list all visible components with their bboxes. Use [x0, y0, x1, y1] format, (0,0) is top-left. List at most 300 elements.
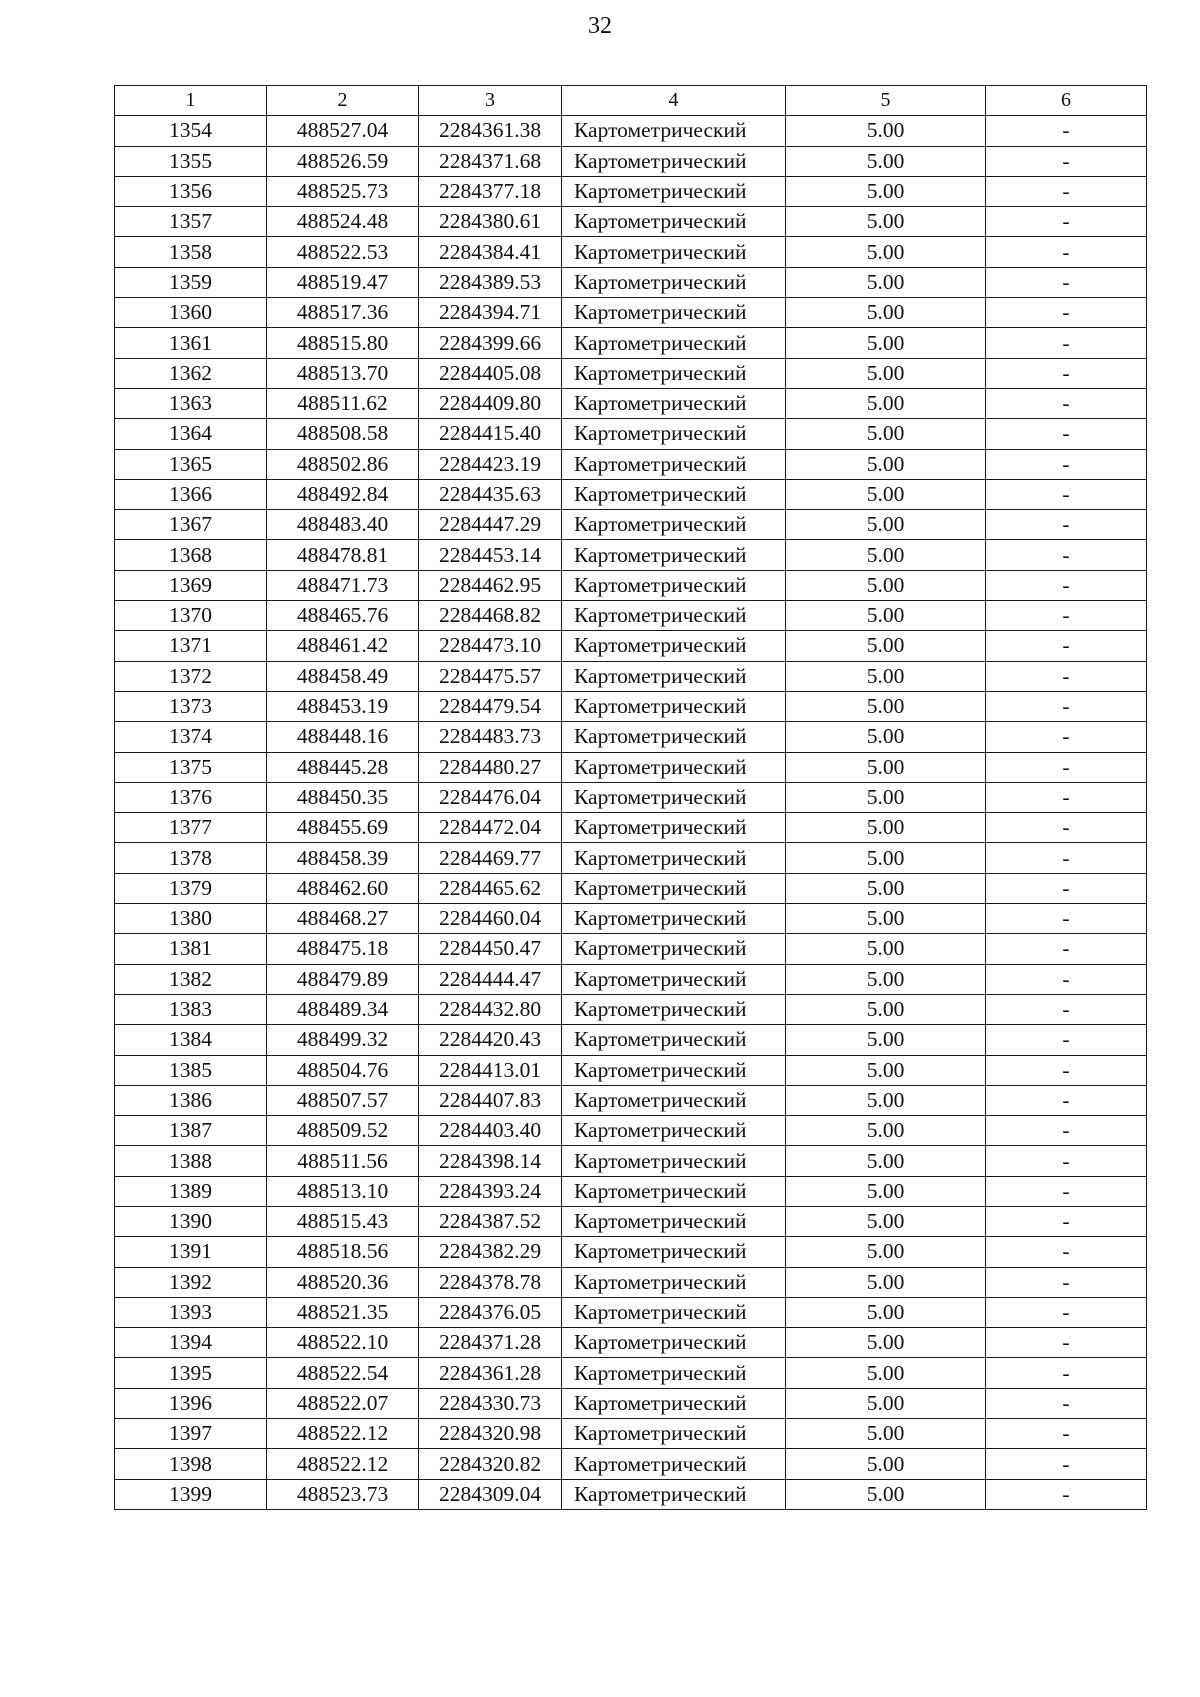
note-cell: - — [986, 722, 1147, 752]
method-cell: Картометрический — [562, 116, 786, 146]
accuracy-cell: 5.00 — [786, 267, 986, 297]
note-cell: - — [986, 237, 1147, 267]
note-cell: - — [986, 873, 1147, 903]
method-cell: Картометрический — [562, 722, 786, 752]
y-coordinate-cell: 2284394.71 — [419, 298, 562, 328]
x-coordinate-cell: 488511.62 — [267, 388, 419, 418]
column-header: 3 — [419, 86, 562, 116]
table-row — [115, 237, 1147, 267]
x-coordinate-cell: 488458.39 — [267, 843, 419, 873]
y-coordinate-cell: 2284382.29 — [419, 1237, 562, 1267]
y-coordinate-cell: 2284398.14 — [419, 1146, 562, 1176]
x-coordinate-cell: 488489.34 — [267, 994, 419, 1024]
point-number-cell: 1397 — [115, 1419, 267, 1449]
method-cell: Картометрический — [562, 1297, 786, 1327]
y-coordinate-cell: 2284447.29 — [419, 510, 562, 540]
x-coordinate-cell: 488522.53 — [267, 237, 419, 267]
table-row — [115, 207, 1147, 237]
method-cell: Картометрический — [562, 934, 786, 964]
note-cell: - — [986, 570, 1147, 600]
note-cell: - — [986, 1328, 1147, 1358]
method-cell: Картометрический — [562, 1479, 786, 1509]
accuracy-cell: 5.00 — [786, 570, 986, 600]
x-coordinate-cell: 488520.36 — [267, 1267, 419, 1297]
method-cell: Картометрический — [562, 540, 786, 570]
table-row — [115, 388, 1147, 418]
table-row — [115, 419, 1147, 449]
method-cell: Картометрический — [562, 510, 786, 540]
y-coordinate-cell: 2284371.68 — [419, 146, 562, 176]
table-row — [115, 752, 1147, 782]
note-cell: - — [986, 904, 1147, 934]
accuracy-cell: 5.00 — [786, 510, 986, 540]
note-cell: - — [986, 752, 1147, 782]
method-cell: Картометрический — [562, 782, 786, 812]
method-cell: Картометрический — [562, 176, 786, 206]
y-coordinate-cell: 2284393.24 — [419, 1176, 562, 1206]
accuracy-cell: 5.00 — [786, 994, 986, 1024]
y-coordinate-cell: 2284361.28 — [419, 1358, 562, 1388]
x-coordinate-cell: 488479.89 — [267, 964, 419, 994]
x-coordinate-cell: 488462.60 — [267, 873, 419, 903]
table-header-row — [115, 86, 1147, 116]
accuracy-cell: 5.00 — [786, 1025, 986, 1055]
table-row — [115, 722, 1147, 752]
x-coordinate-cell: 488515.43 — [267, 1206, 419, 1236]
method-cell: Картометрический — [562, 1449, 786, 1479]
table-row — [115, 631, 1147, 661]
table-row — [115, 1479, 1147, 1509]
table-row — [115, 1055, 1147, 1085]
x-coordinate-cell: 488508.58 — [267, 419, 419, 449]
note-cell: - — [986, 1055, 1147, 1085]
x-coordinate-cell: 488461.42 — [267, 631, 419, 661]
y-coordinate-cell: 2284444.47 — [419, 964, 562, 994]
method-cell: Картометрический — [562, 1116, 786, 1146]
page-number: 32 — [588, 13, 612, 39]
accuracy-cell: 5.00 — [786, 116, 986, 146]
table-row — [115, 994, 1147, 1024]
point-number-cell: 1370 — [115, 601, 267, 631]
table-row — [115, 358, 1147, 388]
method-cell: Картометрический — [562, 964, 786, 994]
x-coordinate-cell: 488453.19 — [267, 691, 419, 721]
note-cell: - — [986, 510, 1147, 540]
method-cell: Картометрический — [562, 1237, 786, 1267]
table-row — [115, 1297, 1147, 1327]
accuracy-cell: 5.00 — [786, 237, 986, 267]
table-row — [115, 601, 1147, 631]
point-number-cell: 1396 — [115, 1388, 267, 1418]
accuracy-cell: 5.00 — [786, 904, 986, 934]
y-coordinate-cell: 2284435.63 — [419, 479, 562, 509]
method-cell: Картометрический — [562, 1025, 786, 1055]
note-cell: - — [986, 267, 1147, 297]
note-cell: - — [986, 479, 1147, 509]
accuracy-cell: 5.00 — [786, 631, 986, 661]
x-coordinate-cell: 488513.10 — [267, 1176, 419, 1206]
accuracy-cell: 5.00 — [786, 449, 986, 479]
point-number-cell: 1359 — [115, 267, 267, 297]
accuracy-cell: 5.00 — [786, 358, 986, 388]
point-number-cell: 1356 — [115, 176, 267, 206]
accuracy-cell: 5.00 — [786, 1055, 986, 1085]
y-coordinate-cell: 2284460.04 — [419, 904, 562, 934]
point-number-cell: 1373 — [115, 691, 267, 721]
accuracy-cell: 5.00 — [786, 540, 986, 570]
point-number-cell: 1380 — [115, 904, 267, 934]
accuracy-cell: 5.00 — [786, 782, 986, 812]
point-number-cell: 1390 — [115, 1206, 267, 1236]
method-cell: Картометрический — [562, 1358, 786, 1388]
method-cell: Картометрический — [562, 1388, 786, 1418]
y-coordinate-cell: 2284462.95 — [419, 570, 562, 600]
x-coordinate-cell: 488492.84 — [267, 479, 419, 509]
accuracy-cell: 5.00 — [786, 752, 986, 782]
note-cell: - — [986, 298, 1147, 328]
point-number-cell: 1387 — [115, 1116, 267, 1146]
x-coordinate-cell: 488518.56 — [267, 1237, 419, 1267]
column-header: 5 — [786, 86, 986, 116]
y-coordinate-cell: 2284480.27 — [419, 752, 562, 782]
note-cell: - — [986, 661, 1147, 691]
note-cell: - — [986, 1025, 1147, 1055]
point-number-cell: 1386 — [115, 1085, 267, 1115]
y-coordinate-cell: 2284432.80 — [419, 994, 562, 1024]
accuracy-cell: 5.00 — [786, 1479, 986, 1509]
x-coordinate-cell: 488450.35 — [267, 782, 419, 812]
point-number-cell: 1354 — [115, 116, 267, 146]
table-row — [115, 176, 1147, 206]
y-coordinate-cell: 2284476.04 — [419, 782, 562, 812]
table-row — [115, 904, 1147, 934]
accuracy-cell: 5.00 — [786, 1267, 986, 1297]
point-number-cell: 1371 — [115, 631, 267, 661]
y-coordinate-cell: 2284415.40 — [419, 419, 562, 449]
method-cell: Картометрический — [562, 1146, 786, 1176]
table-row — [115, 934, 1147, 964]
note-cell: - — [986, 449, 1147, 479]
table-row — [115, 1388, 1147, 1418]
method-cell: Картометрический — [562, 601, 786, 631]
table-row — [115, 1237, 1147, 1267]
point-number-cell: 1375 — [115, 752, 267, 782]
note-cell: - — [986, 1237, 1147, 1267]
accuracy-cell: 5.00 — [786, 1176, 986, 1206]
note-cell: - — [986, 176, 1147, 206]
point-number-cell: 1395 — [115, 1358, 267, 1388]
note-cell: - — [986, 843, 1147, 873]
note-cell: - — [986, 691, 1147, 721]
point-number-cell: 1369 — [115, 570, 267, 600]
point-number-cell: 1360 — [115, 298, 267, 328]
method-cell: Картометрический — [562, 479, 786, 509]
method-cell: Картометрический — [562, 1085, 786, 1115]
x-coordinate-cell: 488515.80 — [267, 328, 419, 358]
accuracy-cell: 5.00 — [786, 298, 986, 328]
method-cell: Картометрический — [562, 1055, 786, 1085]
table-row — [115, 449, 1147, 479]
x-coordinate-cell: 488523.73 — [267, 1479, 419, 1509]
table-row — [115, 1449, 1147, 1479]
table-row — [115, 843, 1147, 873]
method-cell: Картометрический — [562, 570, 786, 600]
method-cell: Картометрический — [562, 1419, 786, 1449]
y-coordinate-cell: 2284371.28 — [419, 1328, 562, 1358]
point-number-cell: 1374 — [115, 722, 267, 752]
note-cell: - — [986, 146, 1147, 176]
x-coordinate-cell: 488478.81 — [267, 540, 419, 570]
table-row — [115, 782, 1147, 812]
method-cell: Картометрический — [562, 419, 786, 449]
column-header: 1 — [115, 86, 267, 116]
y-coordinate-cell: 2284361.38 — [419, 116, 562, 146]
y-coordinate-cell: 2284475.57 — [419, 661, 562, 691]
point-number-cell: 1357 — [115, 207, 267, 237]
table-row — [115, 570, 1147, 600]
table-row — [115, 1176, 1147, 1206]
method-cell: Картометрический — [562, 631, 786, 661]
y-coordinate-cell: 2284377.18 — [419, 176, 562, 206]
x-coordinate-cell: 488475.18 — [267, 934, 419, 964]
accuracy-cell: 5.00 — [786, 873, 986, 903]
x-coordinate-cell: 488511.56 — [267, 1146, 419, 1176]
accuracy-cell: 5.00 — [786, 661, 986, 691]
note-cell: - — [986, 813, 1147, 843]
y-coordinate-cell: 2284384.41 — [419, 237, 562, 267]
y-coordinate-cell: 2284405.08 — [419, 358, 562, 388]
x-coordinate-cell: 488448.16 — [267, 722, 419, 752]
point-number-cell: 1362 — [115, 358, 267, 388]
note-cell: - — [986, 1116, 1147, 1146]
y-coordinate-cell: 2284380.61 — [419, 207, 562, 237]
accuracy-cell: 5.00 — [786, 146, 986, 176]
accuracy-cell: 5.00 — [786, 1328, 986, 1358]
method-cell: Картометрический — [562, 1206, 786, 1236]
note-cell: - — [986, 328, 1147, 358]
x-coordinate-cell: 488522.54 — [267, 1358, 419, 1388]
accuracy-cell: 5.00 — [786, 1358, 986, 1388]
y-coordinate-cell: 2284469.77 — [419, 843, 562, 873]
note-cell: - — [986, 601, 1147, 631]
y-coordinate-cell: 2284479.54 — [419, 691, 562, 721]
point-number-cell: 1398 — [115, 1449, 267, 1479]
method-cell: Картометрический — [562, 358, 786, 388]
note-cell: - — [986, 388, 1147, 418]
accuracy-cell: 5.00 — [786, 1419, 986, 1449]
point-number-cell: 1363 — [115, 388, 267, 418]
x-coordinate-cell: 488524.48 — [267, 207, 419, 237]
point-number-cell: 1379 — [115, 873, 267, 903]
point-number-cell: 1377 — [115, 813, 267, 843]
method-cell: Картометрический — [562, 146, 786, 176]
note-cell: - — [986, 1206, 1147, 1236]
note-cell: - — [986, 358, 1147, 388]
note-cell: - — [986, 1358, 1147, 1388]
accuracy-cell: 5.00 — [786, 328, 986, 358]
accuracy-cell: 5.00 — [786, 207, 986, 237]
point-number-cell: 1376 — [115, 782, 267, 812]
table-row — [115, 298, 1147, 328]
note-cell: - — [986, 1388, 1147, 1418]
table-row — [115, 1267, 1147, 1297]
point-number-cell: 1372 — [115, 661, 267, 691]
point-number-cell: 1365 — [115, 449, 267, 479]
point-number-cell: 1385 — [115, 1055, 267, 1085]
note-cell: - — [986, 1085, 1147, 1115]
y-coordinate-cell: 2284403.40 — [419, 1116, 562, 1146]
accuracy-cell: 5.00 — [786, 964, 986, 994]
note-cell: - — [986, 419, 1147, 449]
method-cell: Картометрический — [562, 813, 786, 843]
accuracy-cell: 5.00 — [786, 1116, 986, 1146]
y-coordinate-cell: 2284399.66 — [419, 328, 562, 358]
coordinates-table — [114, 85, 1147, 1510]
point-number-cell: 1384 — [115, 1025, 267, 1055]
note-cell: - — [986, 207, 1147, 237]
y-coordinate-cell: 2284409.80 — [419, 388, 562, 418]
method-cell: Картометрический — [562, 267, 786, 297]
accuracy-cell: 5.00 — [786, 1449, 986, 1479]
y-coordinate-cell: 2284465.62 — [419, 873, 562, 903]
point-number-cell: 1355 — [115, 146, 267, 176]
method-cell: Картометрический — [562, 237, 786, 267]
x-coordinate-cell: 488483.40 — [267, 510, 419, 540]
point-number-cell: 1368 — [115, 540, 267, 570]
accuracy-cell: 5.00 — [786, 1146, 986, 1176]
x-coordinate-cell: 488521.35 — [267, 1297, 419, 1327]
note-cell: - — [986, 964, 1147, 994]
method-cell: Картометрический — [562, 298, 786, 328]
note-cell: - — [986, 1419, 1147, 1449]
table-row — [115, 1025, 1147, 1055]
y-coordinate-cell: 2284468.82 — [419, 601, 562, 631]
y-coordinate-cell: 2284330.73 — [419, 1388, 562, 1418]
table-row — [115, 1328, 1147, 1358]
method-cell: Картометрический — [562, 1328, 786, 1358]
point-number-cell: 1392 — [115, 1267, 267, 1297]
accuracy-cell: 5.00 — [786, 843, 986, 873]
method-cell: Картометрический — [562, 661, 786, 691]
note-cell: - — [986, 116, 1147, 146]
accuracy-cell: 5.00 — [786, 479, 986, 509]
method-cell: Картометрический — [562, 449, 786, 479]
y-coordinate-cell: 2284423.19 — [419, 449, 562, 479]
x-coordinate-cell: 488502.86 — [267, 449, 419, 479]
method-cell: Картометрический — [562, 1176, 786, 1206]
point-number-cell: 1393 — [115, 1297, 267, 1327]
table-row — [115, 1116, 1147, 1146]
note-cell: - — [986, 1176, 1147, 1206]
x-coordinate-cell: 488522.12 — [267, 1449, 419, 1479]
point-number-cell: 1399 — [115, 1479, 267, 1509]
y-coordinate-cell: 2284453.14 — [419, 540, 562, 570]
y-coordinate-cell: 2284413.01 — [419, 1055, 562, 1085]
y-coordinate-cell: 2284387.52 — [419, 1206, 562, 1236]
method-cell: Картометрический — [562, 873, 786, 903]
note-cell: - — [986, 1479, 1147, 1509]
table-row — [115, 267, 1147, 297]
table-row — [115, 540, 1147, 570]
note-cell: - — [986, 1267, 1147, 1297]
y-coordinate-cell: 2284309.04 — [419, 1479, 562, 1509]
method-cell: Картометрический — [562, 207, 786, 237]
accuracy-cell: 5.00 — [786, 388, 986, 418]
note-cell: - — [986, 631, 1147, 661]
method-cell: Картометрический — [562, 691, 786, 721]
table-row — [115, 116, 1147, 146]
point-number-cell: 1394 — [115, 1328, 267, 1358]
method-cell: Картометрический — [562, 328, 786, 358]
table-row — [115, 328, 1147, 358]
accuracy-cell: 5.00 — [786, 1237, 986, 1267]
x-coordinate-cell: 488509.52 — [267, 1116, 419, 1146]
table-row — [115, 691, 1147, 721]
x-coordinate-cell: 488513.70 — [267, 358, 419, 388]
point-number-cell: 1391 — [115, 1237, 267, 1267]
y-coordinate-cell: 2284473.10 — [419, 631, 562, 661]
table-row — [115, 661, 1147, 691]
method-cell: Картометрический — [562, 388, 786, 418]
x-coordinate-cell: 488525.73 — [267, 176, 419, 206]
point-number-cell: 1378 — [115, 843, 267, 873]
x-coordinate-cell: 488519.47 — [267, 267, 419, 297]
x-coordinate-cell: 488522.12 — [267, 1419, 419, 1449]
table-row — [115, 1358, 1147, 1388]
y-coordinate-cell: 2284376.05 — [419, 1297, 562, 1327]
accuracy-cell: 5.00 — [786, 1297, 986, 1327]
table-body — [115, 86, 1147, 1510]
table-row — [115, 964, 1147, 994]
note-cell: - — [986, 1146, 1147, 1176]
table-row — [115, 1146, 1147, 1176]
accuracy-cell: 5.00 — [786, 722, 986, 752]
x-coordinate-cell: 488455.69 — [267, 813, 419, 843]
table-row — [115, 146, 1147, 176]
x-coordinate-cell: 488499.32 — [267, 1025, 419, 1055]
y-coordinate-cell: 2284450.47 — [419, 934, 562, 964]
column-header: 2 — [267, 86, 419, 116]
accuracy-cell: 5.00 — [786, 1206, 986, 1236]
point-number-cell: 1364 — [115, 419, 267, 449]
accuracy-cell: 5.00 — [786, 176, 986, 206]
table-row — [115, 510, 1147, 540]
x-coordinate-cell: 488526.59 — [267, 146, 419, 176]
point-number-cell: 1366 — [115, 479, 267, 509]
point-number-cell: 1388 — [115, 1146, 267, 1176]
table-row — [115, 813, 1147, 843]
x-coordinate-cell: 488504.76 — [267, 1055, 419, 1085]
note-cell: - — [986, 1297, 1147, 1327]
accuracy-cell: 5.00 — [786, 934, 986, 964]
note-cell: - — [986, 1449, 1147, 1479]
accuracy-cell: 5.00 — [786, 1085, 986, 1115]
method-cell: Картометрический — [562, 904, 786, 934]
table-row — [115, 1085, 1147, 1115]
x-coordinate-cell: 488522.10 — [267, 1328, 419, 1358]
accuracy-cell: 5.00 — [786, 601, 986, 631]
method-cell: Картометрический — [562, 752, 786, 782]
x-coordinate-cell: 488517.36 — [267, 298, 419, 328]
accuracy-cell: 5.00 — [786, 691, 986, 721]
x-coordinate-cell: 488468.27 — [267, 904, 419, 934]
column-header: 6 — [986, 86, 1147, 116]
y-coordinate-cell: 2284472.04 — [419, 813, 562, 843]
table-row — [115, 479, 1147, 509]
y-coordinate-cell: 2284378.78 — [419, 1267, 562, 1297]
x-coordinate-cell: 488527.04 — [267, 116, 419, 146]
x-coordinate-cell: 488522.07 — [267, 1388, 419, 1418]
